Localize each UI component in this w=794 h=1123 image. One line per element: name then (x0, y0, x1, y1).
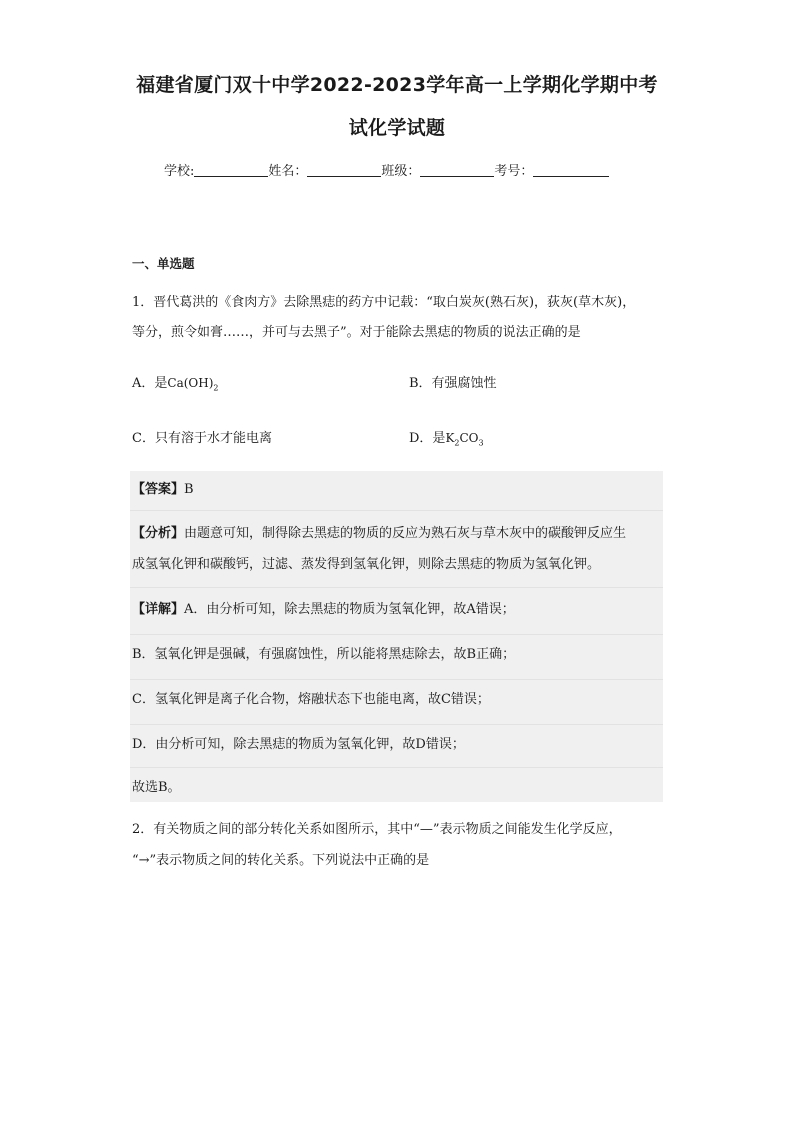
student-info-row (164, 160, 609, 179)
exam-title-line2: 试化学试题 (348, 117, 446, 139)
question-1-stem-line1: 1．晋代葛洪的《食肉方》去除黑痣的药方中记载：“取白炭灰(熟石灰)，荻灰(草木灰)， (132, 295, 636, 310)
detail-a-text: A．由分析可知，除去黑痣的物质为氢氧化钾，故A错误； (184, 602, 515, 617)
question-1-option-c[interactable]: C．只有溶于水才能电离 (132, 431, 272, 446)
number-label: 考号： (494, 164, 534, 179)
divider (130, 510, 663, 511)
name-blank[interactable] (307, 162, 381, 177)
option-d-text: D．是 (409, 431, 446, 446)
question-1-option-d[interactable] (409, 427, 484, 447)
formula-co: CO (459, 431, 479, 445)
formula-subscript: 2 (213, 383, 219, 393)
detail-tag: 【详解】 (132, 602, 185, 617)
analysis-tag: 【分析】 (132, 526, 185, 541)
formula-co-subscript: 3 (478, 438, 484, 448)
class-blank[interactable] (420, 162, 494, 177)
detail-line-c: C．氢氧化钾是离子化合物，熔融状态下也能电离，故C错误； (132, 692, 490, 707)
school-label: 学校: (164, 164, 195, 179)
question-1-stem-line2: 等分，煎令如膏……，并可与去黑子”。对于能除去黑痣的物质的说法正确的是 (132, 325, 581, 340)
divider (130, 587, 663, 588)
question-2-stem-line2: “→”表示物质之间的转化关系。下列说法中正确的是 (132, 853, 430, 868)
answer-line (132, 478, 194, 497)
question-1-option-b[interactable]: B．有强腐蚀性 (409, 376, 497, 391)
formula-k: K (445, 431, 455, 445)
formula-main: Ca(OH) (167, 376, 214, 390)
answer-panel (130, 471, 663, 802)
section-heading: 一、单选题 (132, 256, 195, 271)
school-blank[interactable] (194, 162, 268, 177)
detail-line-a (132, 598, 515, 617)
answer-value: B (184, 482, 194, 497)
divider (130, 679, 663, 680)
question-1-option-a[interactable] (132, 372, 219, 392)
detail-line-b: B．氢氧化钾是强碱，有强腐蚀性，所以能将黑痣除去，故B正确； (132, 647, 516, 662)
option-a-formula (167, 376, 219, 393)
answer-tag: 【答案】 (132, 482, 185, 497)
name-label: 姓名： (268, 164, 308, 179)
analysis-line1 (132, 522, 626, 541)
conclusion-line: 故选B。 (132, 780, 181, 795)
divider (130, 724, 663, 725)
divider (130, 767, 663, 768)
class-label: 班级： (381, 164, 421, 179)
formula-k-subscript: 2 (454, 438, 460, 448)
number-blank[interactable] (533, 162, 609, 177)
divider (130, 634, 663, 635)
question-2-stem-line1: 2．有关物质之间的部分转化关系如图所示，其中“—”表示物质之间能发生化学反应， (132, 822, 622, 837)
analysis-text-1: 由题意可知，制得除去黑痣的物质的反应为熟石灰与草木灰中的碳酸钾反应生 (184, 526, 627, 541)
detail-line-d: D．由分析可知，除去黑痣的物质为氢氧化钾，故D错误； (132, 737, 465, 752)
option-a-text: A．是 (132, 376, 168, 391)
option-d-formula (445, 431, 484, 448)
exam-title-line1: 福建省厦门双十中学2022-2023学年高一上学期化学期中考 (136, 74, 658, 96)
analysis-line2: 成氢氧化钾和碳酸钙，过滤、蒸发得到氢氧化钾，则除去黑痣的物质为氢氧化钾。 (132, 557, 601, 572)
